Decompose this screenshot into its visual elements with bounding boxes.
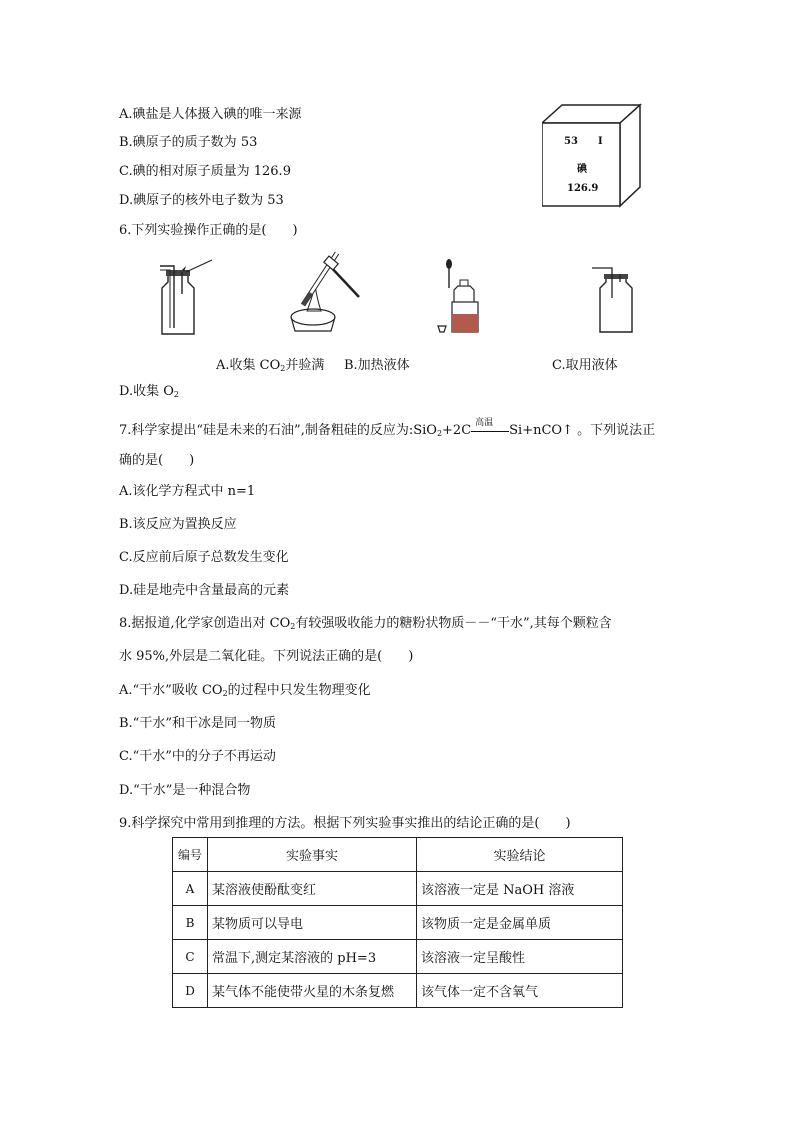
header-conclusion: 实验结论 [417,838,623,872]
caption-b: B.加热液体 [344,358,410,373]
row-fact: 常温下,测定某溶液的 pH=3 [208,940,417,974]
row-conclusion: 该溶液一定是 NaOH 溶液 [417,872,623,906]
row-conclusion: 该溶液一定呈酸性 [417,940,623,974]
header-fact: 实验事实 [208,838,417,872]
table-row [173,974,623,1008]
row-conclusion: 该气体一定不含氧气 [417,974,623,1008]
q9-stem: 9.科学探究中常用到推理的方法。根据下列实验事实推出的结论正确的是( ) [119,816,571,831]
q7-stem-line2: 确的是( ) [119,453,195,468]
q8-stem-line1: 8.据报道,化学家创造出对 $CO_2$有较强吸收能力的糖粉状物质－－“干水”,其每个颗粒含 [119,616,612,631]
row-fact: 某物质可以导电 [208,906,417,940]
element-card-iodine [542,103,642,208]
q8-stem-line2: 水 95%,外层是二氧化硅。下列说法正确的是( ) [119,649,414,664]
row-fact: 某溶液使酚酞变红 [208,872,417,906]
reaction-condition-arrow: 高温 [471,422,509,440]
atomic-number: 53 [564,136,578,147]
caption-c: C.取用液体 [552,358,618,373]
header-id: 编号 [173,838,208,872]
q8-option-c: C.“干水”中的分子不再运动 [119,749,276,764]
q7-option-b: B.该反应为置换反应 [119,517,237,532]
q6-stem: 6.下列实验操作正确的是( ) [119,223,298,238]
q7-option-d: D.硅是地壳中含量最高的元素 [119,583,290,598]
gas-bottle-o2-figure [590,264,636,334]
row-conclusion: 该物质一定是金属单质 [417,906,623,940]
table-row [173,872,623,906]
q7-option-a: A.该化学方程式中 n=1 [119,484,256,499]
row-fact: 某气体不能使带火星的木条复燃 [208,974,417,1008]
table-row [173,940,623,974]
q9-table [172,837,623,1008]
q5-option-d: D.碘原子的核外电子数为 53 [119,193,284,208]
table-header-row [173,838,623,872]
q8-option-a: A.“干水”吸收 $CO_2$的过程中只发生物理变化 [119,683,371,698]
row-id: D [173,974,208,1008]
row-id: C [173,940,208,974]
q7-option-c: C.反应前后原子总数发生变化 [119,550,289,565]
q5-option-a: A.碘盐是人体摄入碘的唯一来源 [119,107,302,122]
caption-a: A.收集 $CO_2$并验满 [216,358,325,373]
caption-d: D.收集 $O_2$ [119,384,179,399]
q5-option-b: B.碘原子的质子数为 53 [119,135,258,150]
row-id: B [173,906,208,940]
q5-option-c: C.碘的相对原子质量为 126.9 [119,164,291,179]
q8-option-b: B.“干水”和干冰是同一物质 [119,716,276,731]
q7-stem-line1: 7.科学家提出“硅是未来的石油”,制备粗硅的反应为:SiO$_2$+2C 高温 Si+nCO↑ 。下列说法正 [119,418,656,438]
atomic-mass: 126.9 [567,183,599,194]
element-symbol: I [598,136,603,147]
dropper-liquid-figure [436,258,484,334]
table-row [173,906,623,940]
heating-liquid-figure [285,245,365,337]
row-id: A [173,872,208,906]
element-name: 碘 [577,164,587,175]
q8-option-d: D.“干水”是一种混合物 [119,783,251,798]
gas-bottle-co2-figure [148,258,218,340]
